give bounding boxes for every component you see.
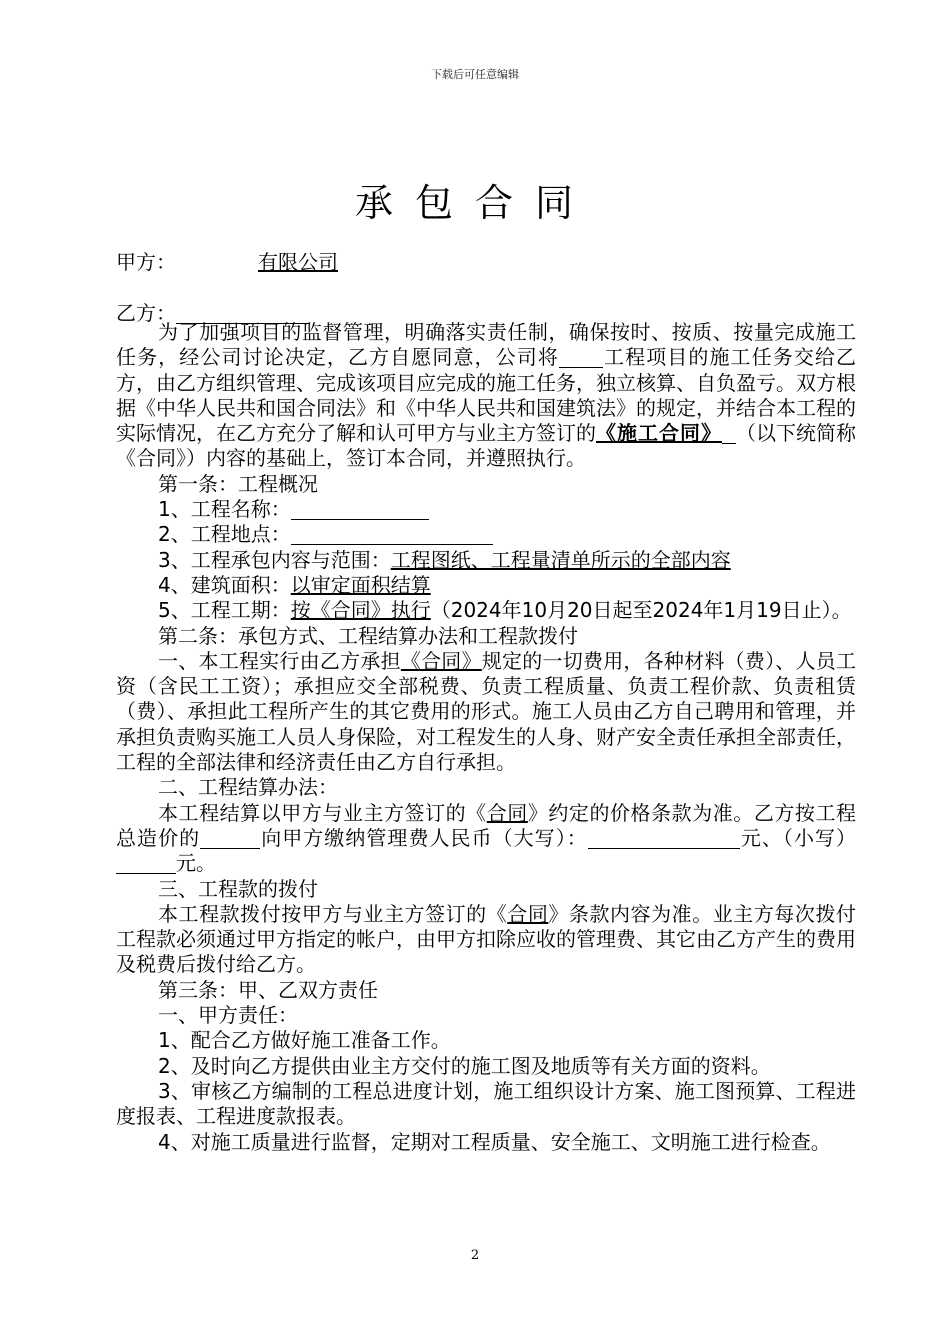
- s2-text-a: 本工程结算以甲方与业主方签订的《: [158, 800, 487, 825]
- area-value: 以审定面积结算: [290, 572, 431, 597]
- s2-text-d: 元、（小写）: [739, 825, 857, 850]
- intro-paragraph: [116, 320, 856, 472]
- period-line: [116, 598, 856, 623]
- fee-uppercase-blank-2: [654, 828, 740, 849]
- s2-text-e: 元。: [176, 851, 216, 876]
- responsibility-item: 2、及时向乙方提供由业主方交付的施工图及地质等有关方面的资料。: [158, 1053, 771, 1078]
- document-title: 承包合同: [354, 181, 595, 225]
- scope-label: 3、工程承包内容与范围：: [158, 547, 391, 572]
- intro-text-2: 工程项目的施工任务交给乙方，由乙方组织管理、完成该项目应完成的施工任务，独立核算、自负盈亏。双方根据《中华人民共和国合同法》和《中华人民共和国建筑法》的规定，并结合本工程的实际情况，在乙方充分了解和认可甲方与业主方签订的: [116, 345, 857, 446]
- responsibility-item: 1、配合乙方做好施工准备工作。: [158, 1028, 451, 1053]
- s3-text-a: 本工程款拨付按甲方与业主方签订的《: [158, 901, 508, 926]
- period-label: 5、工程工期：: [158, 598, 291, 623]
- s3-text-b: 》条款内容为准。业主方每次拨付工程款必须通过甲方指定的帐户，由甲方扣除应收的管理费、其它由乙方产生的费用及税费后拨付给乙方。: [116, 901, 857, 977]
- intro-text-1: 为了加强项目的监督管理，明确落实责任制，确保按时、按质、按量完成施工任务，经公司讨论决定，乙方自愿同意，公司将: [116, 320, 856, 370]
- article2-section3-heading: 三、工程款的拨付: [158, 876, 318, 901]
- fee-uppercase-blank-1: [588, 828, 654, 849]
- project-name-field: [291, 499, 429, 520]
- area-line: [116, 573, 856, 598]
- area-label: 4、建筑面积：: [158, 572, 291, 597]
- s1-text-b: 规定的一切费用，各种材料（费）、人员工资（含民工工资）；承担应交全部税费、负责工程质量、负责工程价款、负责租赁（费）、承担此工程所产生的其它费用的形式。施工人员由乙方自己聘用和管理，并承担负责购买施工人员人身保险，对工程发生的人身、财产安全责任承担全部责任，工程的全部法律和经济责任由乙方自行承担。: [116, 648, 857, 775]
- scope-value: 工程图纸、工程量清单所示的全部内容: [390, 547, 731, 572]
- contract-body: [116, 320, 856, 1155]
- article1-heading: 第一条：工程概况: [158, 471, 318, 496]
- party-b-label: 乙方：: [116, 301, 176, 325]
- article2-section2-heading: 二、工程结算办法：: [158, 775, 338, 800]
- party-a-line: [116, 246, 338, 275]
- s2-text-c: 向甲方缴纳管理费人民币（大写）：: [260, 825, 588, 850]
- party-a-company: [176, 250, 338, 274]
- project-location-label: 2、工程地点：: [158, 522, 291, 547]
- article2-section2: [116, 801, 856, 877]
- party-a-company-name: 有限公司: [258, 250, 338, 274]
- project-location-line: [116, 522, 856, 547]
- page-number: 2: [470, 1248, 480, 1263]
- fee-percent-blank: [200, 828, 260, 849]
- article3-heading: 第三条：甲、乙双方责任: [158, 977, 378, 1002]
- project-name-label: 1、工程名称：: [158, 497, 291, 522]
- intro-text-3: （以下统简称《合同》）内容的基础上，签订本合同，并遵照执行。: [116, 421, 856, 471]
- responsibility-item: 4、对施工质量进行监督，定期对工程质量、安全施工、文明施工进行检查。: [158, 1129, 831, 1154]
- period-detail: （2024年10月20日起至2024年1月19日止）。: [430, 598, 852, 623]
- s2-text-b: 》约定的价格条款为准。乙方按工程总造价的: [116, 800, 857, 850]
- party-a-label: 甲方：: [116, 250, 176, 274]
- project-name-line: [116, 497, 856, 522]
- scope-line: [116, 548, 856, 573]
- area-value-wrap: [291, 573, 635, 597]
- project-location-field: [291, 524, 493, 545]
- period-value: 按《合同》执行: [290, 598, 431, 623]
- s3-contract-ref: 合同: [507, 901, 549, 926]
- article2-section3: [116, 902, 856, 978]
- contract-name-blank: [722, 423, 736, 444]
- party-a-responsibility-heading: 一、甲方责任：: [158, 1003, 298, 1028]
- fee-lowercase-blank: [116, 853, 176, 874]
- s1-contract-ref: 《合同》: [400, 648, 482, 673]
- header-note: 下载后可任意编辑: [431, 68, 519, 81]
- article2-heading: 第二条：承包方式、工程结算办法和工程款拨付: [158, 623, 578, 648]
- contract-name: 《施工合同》: [596, 421, 722, 446]
- responsibility-item: 3、审核乙方编制的工程总进度计划，施工组织设计方案、施工图预算、工程进度报表、工程进度款报表。: [116, 1078, 856, 1129]
- s2-contract-ref: 合同: [486, 800, 528, 825]
- project-name-blank: [559, 347, 603, 368]
- s1-text-a: 一、本工程实行由乙方承担: [158, 648, 401, 673]
- article2-section1: [116, 649, 856, 775]
